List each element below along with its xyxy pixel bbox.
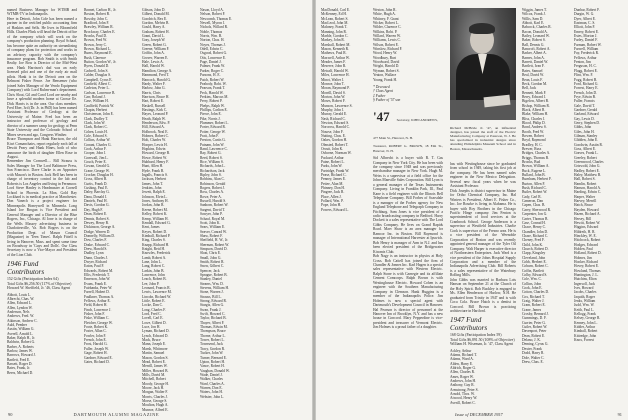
- contributor-list: Nason, Lloyd A. Nelson, Robert F. Newcomb, Thomas E. Newell, Myron J. Nichols, Willard R. Noble, Thomas Norris, Wm. B. Norton, Chas. H. Noyes, Thomas J. Odell, Edwin C. Osgood, Robert G. Otis, Lawrence E. Page, Daniel J. Palmer, Frank W. Parker, Roger C. Parsons, H. E. Patch, Robert W. Peabody, Robt. W. Pearson, Frank T. Peck, Harold W. Perkins, Marcus M. Perry, Robert P. Phelps, Ralph W. Phillips, Carlton E. Pierce, John E. Pike, Norris J. Plummer, Robert L. Porter, Edward R. Potter, George W. Pratt, John F. Preston, Curtis G. Putnam, John W. Rand, Lawrence C. Ray, Robert G. Reed, Robert S. Rice, William S. Richards, John L. Richardson, Jack Ripley, John S. Robbins, Alan C. Robinson, Gerald Rogers, Robert J. Ross, Charles A. Rowe, Peter A. Russell, Harold S. Sanborn, Robert W. Sargent, David T. Sawyer, John P. Schaaf, Royal M. Scott, John K. Sears, William E. Seaver, Conrad W. Shaw, Robert F. Sheffield, H. W., Jr. Sherman, Robert W. Simpson, David D. Sloat, Chris E. Small, John G. Smith, Robert R. Snow, Gilbert C. Spencer, Jack Sprague, Robert B. Stanley, Daniel Stearns, Wm. D. Stevens, William H. Stone, Warren J. Strauss, Bill L. Strong, Edward R. Sturgis, Allen G. Swan, Frank J. Swift, Howard C. Taylor, Richard B. Thayer, Albert F. Thomas, Edwin M. Thompson, Bruce Thorne, Arthur L. Tower, Robert L. Townsend, Jack Tracy, Gordon R. Tucker, John W. Turner, Bernard E. Upton, Robert H. Vance, Robert H. Vaughan, Donald W. Wade, Daniel J. Walker, Charles Ward, Charles A. Warren, Don E. Waters, John H. Webster, John L.: [200, 8, 233, 399]
- right-page-column-2: [373, 8, 443, 412]
- class-header-47: [373, 108, 443, 153]
- photo-caption: Richard McBride Jr. '47, an influential designer, has joined the staff of the Electric Manufacturing Company at Paterson, N. J. He has specialized in industrial designs since attending Philadelphia Museum School and in Boston, Massachusetts.: [450, 125, 516, 151]
- class-notes-text: named Business Manager for WTMB and WTMB-TV in Indianapolis. Here in Detroit, John Cole has been named a partner in the certified public accounting firm of Haskins and Sells. He lives in Bloomfield Hills. Charles Flink will head the Detroit office of the company which will work on the company's production planning. Royal Schaaf, has become quite an authority on streamlining of company plans for protection and works in an advisory capacity with the company's insurance program. Bob Smith is with Smith Realty. Joe Bow is Director of the Mid-West area. Hank Harrison's dad was an early licensed pilot and one of the early air mail pilots. Hank is in the Detroit area on the Belmont Fisher Fence. Joe Bensemer (who joined Sales Manager of the Vendo Equipment Company) with Lord Ruhm-man's department. Chris Sloat, Gil and Carol Lord are nearby and have a splendid modern home at Grosse Ile. Dick Harris is in the area. Our class member, Fred Eber, 3rd (Dr. Jr. in PhD) has been named Assistant Professor of Geology at the University of Maine. Fred has been an instructor and professor of geology and director of a summer camp for geology at Penn State University and the Colorado School of Mines seven and ago, Congress Winther. Bruce Thompson and Hank Harrison, the old Kiwi Comanchairs, report regularly each fall at Dewitt Peary and Hank Hines, both of who announce the birth of daughter Ellen Rose in August. Remember Jim Cornwell.... Bill Strauss is Sales Manager for The Lord Baltimore Press, San Francisco. Dave Clarke is an Appraiser with Mason's in Boston. Jack Bell has been in charge of inventory control in the lab and Roberts is Los Angeles and living in Fernmoor. Lord Steve Hanley is Headmaster at Cornell School in Phoenix. La Mon, Gold Ray Lockhard is in medical practice at Manchester. Don Vanech is a project engineer for Minneapolis Honeywell in Minneola. Long Island Joe Brogan is Vice President and General Manager and a Director of the Blue Rogers, Inc., Chicago. Al Jone is in charge of the Wells Massey advertising business in Charlottesville, Va. Bob Rogers is on the Production Dept. of Mason Council (Magazine) in 'Teen Times'. Ralph Fittell is living in Hanover, Mass. and spent some time on Broadway in 'Guys and Dolls'. Our Class Secretary is now a Vice-Mayor and President of the Lion Club.: [7, 8, 77, 257]
- secretary-line: Secretary, JOHN ANDREWS, 477 Main St., Hanover, N. H.: [373, 118, 438, 141]
- fund-summary: 168 Gifts (Participation Index 59) Total Gifts $6,891.50 (108% of Objective) William H. Wiseman, Jr. '47, Class Agent: [450, 333, 515, 347]
- right-page-column-1: [321, 8, 369, 412]
- contributor-list: Ackley, Arthur Adams, Richard T. Adams, Ward A. Alden, Harry E. Aldrich, Roger G. Allen, Charles R. Ames, Roger W. Andrews, John H. Anthony, Guy R. Armstrong, Peter S. Arnold, Thos. W. Atwood, Henry W. Averill, Robert C.: [450, 348, 479, 405]
- right-page-column-6: [574, 8, 622, 412]
- right-folio-issue: [455, 412, 503, 417]
- contributor-list: Weston, John R. White, Hugh A. Whitney, F. Grant Wicker, Robert L. Wilder, Clarence C. Wilkins, Robt. P. Willard, Warren W. Williams, Lewis C. Wilson, Robert E. Winslow, Richard F. Wood, Henry W. Woodbury, Burt Woodward, David Wright, Harold D. Wyman, Robert S. Yeaton, Wallace Young, Frank H.: [373, 8, 403, 82]
- left-page-column-4: [200, 8, 252, 412]
- section-title: Fund Contributors: [450, 316, 488, 333]
- contributor-list: Dunbar, Robert F. Durgin, W. G. Dyer, Albert E. Eastman, C. S. Elliott, John F. Emery, Robert E. Estes, Morton J. Farley, Daniel F. Farnum, Robert W. Farwell, William Fay, Frederick R. Fellows, Arthur Fenton, Jim Ferguson, H. C. Flagg, Robert E. Flint, Wm. F. Fogg, Robert B. Ford, Richard G. Forrest, Harry E. French, John D. Frye, Edwin B. Fuller, Francis Gale, David T. Gardner, Gerald Garland, Edward Gay, Lewis D. Gerry, Stephen D. Gibbs, John Giles, John H. Gilman, Stanley Glidden, John E. Goodwin, Austin R. Goss, Albert E. Graves, Frank L. Greeley, Robert Greenwood, Charles Griswold, John G. Hadley, Robert E. Haley, Matthew B. Hall, Robert S. Hamlin, Robert Hanson, Harold A. Harding, Edwin C. Harper, Walter Harvey, Merrill Hatch, Bruce Hayden, Howard Hazen, Richard A. Hersey, Bill Hewitt, Robert W. Higgins, Edward Hildreth, H. R. Hinckley, W. E. Hitchcock, Robert Hodges, Edward Holden, Paul Holland, Robert D. Holmes, Jim Hooker, Richard Hovey, Robert E. Howland, Thomas Huntington, J. L. Hutchins, Elton Ingersoll, Jack Ives, Howard Jacobs, Charles Jaquith, Roger Jenks, William Judd, Wm. W. Keith, Paul L. Kellogg, Frank Kelsey, George R. Kenney, John L. Kidder, Arthur Kimball, Robert Kittredge, John Knox, Forrest: [574, 8, 604, 343]
- right-page-column-5: [522, 8, 570, 412]
- magazine-title: DARTMOUTH ALUMNI MAGAZINE: [73, 412, 160, 417]
- portrait-photo: [450, 8, 516, 120]
- contributor-list: Wiggin, James T. Wilcox, Frank J. Willis, Sam D. Abbott, Karl E. Babcock, Charles R. Bacon, Donald A. Bailey, Leonard W. Baker, Robert S. Ball, Dennis G. Bancroft, Robert A. Barker, Albert A. Barnes, John A. Barrett, Daniel W. Bartlett, Ivan F. Bates, Samuel Beal, David W. Bean, Louis F. Beck, Gordon M. Bell, Jack Bennett, Mark F. Berry, Edward J. Bigelow, Albert B. Bishop, William R. Black, Albert R. Blake, William H. Bliss, Charles J. Blood, Philip D. Bond, Andrew S. Booth, Fred W. Bowen, Robert Boyd, Raymond Bradley, H. C. Brewer, Russ Bridges, Charles A. Briggs, Thomas B. Brooks, Bud Brown, William A. Buck, Eugene L. Bullard, John B. Burnham, Herbert F. Burton, Allen F. Bush, Richard C. Butler, Robert W. Cady, Carl R. Cameron, Dan Capen, Chas. B. Carey, Sherwood R. Carpenter, Jon G. Carter, Thomas B. Case, Conrad H. Chace, Henry C. Chandler, John D. Chase, Richard C. Cheney, Fred F. Child, John K. Church, Robert D. Clapp, Kingsley Cleveland, John Cobb, Herbert E. Coburn, Robert C. Coffin, Bartlett Colby, Edward S. Cole, Wm. C. Collins, John Cook, John E. Cotton, Charles D. Cox, Richard T. Craig, Walter J. Cram, Robert E. Crane, James Crosby, Bernard J. Cummings, D. F. Currier, Peter G. Cutler, Robert W. Davenport, Peter Dean, Robert E. Delano, J. K. Deming, Cyrus G. Dexter, Frank Dodd, Harry R. Dole, Walter C. Drew, Chas. E.: [522, 8, 552, 364]
- class-year-badge: '47: [373, 109, 390, 125]
- contributor-list: Abbott, Louis L. Albrecht, Chas. W. Allen, Edward L. Allen, Lyndon W. Anderson, Nels Andrews, Fred. W. Atkinson, Andrew C. Auld, Pember Austin, William G. Averell, Arnold L. Baker, Ralph H., Jr. Baldwin, Robert G. Barber, A. Roberts Barlow, James W. Barrows, Howard J. Bartlett, Fred E. Bassett, Roger D. Bates, Frank, Jr. Beers, Michael D.: [7, 292, 38, 375]
- contributor-list: MacDonald, Carl E. McKenney, Ed H. McLean, Robert S. MacLeod, John M. Maloney, Frank T. Manning, John R. Marble, Gordon C. Markey, John R. Marshall, Robert M. Mason, Kenneth R. Mathews, Paul R. Maxwell, Arthur W. Meader, James F. Meserve, John R. Metcalf, Harold W. Miles, Lawrence H. Minot, Walter J. Monroe, John T. Moran, Raymond P. Morrill, David S. Morton, John W. Moses, Robert F. Munson, Lawrence S. Murphy, John J. Murray, Gerald E. Nash, Richard C. Newton, Edward S. Norcross, Harold C. Nourse, John F. Nutting, Chas. E. Oakes, Gordon H. Olmsted, Robert T. Orcutt, John K. Osborne, Norman W. Packard, Arthur Paine, Robert L. Parks, John W. Partridge, Frank W. Pease, Richard C. Penney, James E. Pettee, Alan M. Phinney, Don H. Pingree, Jack R. Place, Allen J. Pollard, Wm. P. Pope, John H. Powers, Edward L.: [321, 8, 353, 212]
- page-number: 91: [617, 412, 622, 417]
- left-page-column-3: [142, 8, 194, 412]
- legend-note: * Deceased † Class Agent ‡ Father § Father of '57 son: [373, 84, 401, 102]
- left-page: [0, 0, 313, 420]
- section-year: 1947: [450, 316, 465, 325]
- class-notes-text: has with Westinghouse since he graduated from school in 1949, taking his first job at the company. He has been named sales engineer in the New Mexico Delegation. Several new fiscal years when he was Assistant Professor. Dick Josephs is district supervisor in Maine for Ortho Chemical Company, Inc. Hal Winters is President, Albert E. Fisher Co., Inc. Joe Rourke is living in Alabama. He is buyer with Roy Brothers in the Chicago Pacific Hinge company. Jim Fenton is superintendent of food services at the Cranbrook School. George Anderson is a supervisor at Westfield Industries. Charlie Cook is supervisor of the Fresno area. He is a vice president of the Weenoble Corporation of Boston and was recently appointed general manager of the Tyler Oil Company. Walt Harper is executive director of Northeastern Enterprises. Jack Ward is a vice president of the Johns Hospital Supply Corporation and a member of the Indianapolis Advertising Club. Bill Roberts is a sales representative of the Waterbury Rolling Mills. John Gibbs was married to Barbara Lois Hanson on September 21 at the Church of the Holy Spirit. Bob Buckley is engaged to Ms. Ellen Henderson of Harlow, N.H. He graduated from Trinity in 1947 and is with Coca Cola. Bruce Hatch is a dentist in Concord. Bill Brown is practicing architecture in Hartford.: [450, 162, 516, 313]
- treasurer-line: Treasurer, ROBERT G. BROWN, 18 Elm St., Hanover, N. H.: [373, 144, 443, 153]
- issue-date: Issue of DECEMBER 1957: [455, 412, 503, 417]
- contributor-list: Bonnet, Carlton H., Jr. Boston, Robert B. Bowdry, John C. Bradford, John F. Brawley, William R. Brockway, Charles E. Brooks, Paul D. Brown, Fred W. Brown, Jerry C. Brown, Richard L. Burns, Raymond E. Bush, Clarence Button, Gordon W., Jr. Byers, Donald D. Cadwell, John S. Calder, Douglas S. Campbell, Cyrus E. Canfield, Albert C. Carleton, Peter L. Carlson, Lawrence B. Carr, Roland J. Case, William H. Caulfield, Patrick W. Chapin, Herbert Christenson, John E. Clark, Dudley T. Clark, John W. Clark, Robert C. Cohen, Louis H. Cole, Edward S. Collins, Arthur W. Conant, Charles G. Cook, Arthur F. Cooper, John J. Cornwall, Jim L. Couch, Peter E. Cowan, Gerald G. Crane, George W. Crocker, Douglas H. Cross, Albert B. Curtis, Frank D. Cushing, Paul E. Daley, Barclay G. Dana, Donald J. Daniels, Paul H. Davis, Gordon G. Day, Hugh F. Dean, Robert E. Dennis, Robert S. Dewey, Henry B. Dickinson, George A. Dodge, Warren D. Donnelly, William D. Dow, Charles F. Drake, Edward C. Drew, Harold S. Dudley, Lynn Dunn, Charles J. Dwyer, Richard Eaton, Paul F. Edwards, Robert M. Ellis, Frederick T. Emerson, John W. Evans, Frank E. Fairbanks, Peter W. Farrell, Hubert D. Faulkner, Thomas A. Fellows, Arthur E. Field, Robert H. Finch, Lawrence J. Fisher, John F. Fiske, William C. Fletcher, George W. Foote, Robert K. Foster, Allan C. Fowler, John F. French, John E. Frost, Harold G. Fuller, Joseph W. Gage, Robert H. Gardner, Edward E. Gates, Richard D.: [84, 8, 117, 364]
- right-page-column-3-lower: [450, 162, 516, 412]
- right-page: [315, 0, 628, 420]
- contributor-list: Gibson, John D. Gilbert, Donald M. Goodrich, Rex E. Gordon, Melvin B. Gould, Harry A. Graham, Robert H. Grant, David L. Gray, Joseph W. Green, Robert G. Greene, William F. Griffin, John A. Grover, Warren E. Hale, Lewis A. Hall, Harold W. Hamilton, George A. Hammond, Fred T. Hancock, Harold G. Hardy, Walter F. Harlow, John G. Harris, Chris Harrison, Bruce H. Hart, Robert E. Haskell, Russell Hastings, Kirk C. Hayes, Leonard P. Heath, Ralph W. Henderson, Edw. P. Hill, Edward A. Holbrook, Neal E. Holmes, Robert C. Holt, Charles W. Hooper, Lewis H. Hopkins, Edwin Howard, George B. Howe, Robert W. Hubbard, Henry F. Hunt, Allen H. Hyde, Frank B. Ingalls, Francis S. Jackson, Herbert James, John T. Jenkins, John Jewett, Ralph E. Johnson, Elvin L. Jones, Anthony H. Jordan, John R. Keene, Robert M. Kelley, Robert K. Kemp, William H. Kendall, Edward G. Kent, James Keyes, Robert D. Kimball, Richard P. King, Charles S. Knapp, Richard H. Knight, Reid H. Knowles, Frederick Lamb, Robert A. Lane, John L. Lang, Robert C. Larkin, John B. Lawrence, John Leach, Robert B. Lee, John P. Leonard, Francis R. Lewis, Lawrence M. Lincoln, Richard W. Little, Robert E. Locke, Dan C. Long, Charles F. Lord, Fred C. Lovell, Carl E. Lowe, Gilbert D. Luce, Jon H. Lyman, Richard D. Lynch, Edward D. Mack, Bruce Mann, Joseph E. Marsh, Whitmore Martin, Samuel Mason, Gordon S. Mead, Robert E. Merrill, James W. Miller, Howard B. Mills, David M. Mitchell, Robert Moody, George H. Moore, Jack H. Morgan, Walter F. Morris, Charles J. Morse, George S. Moulton, Hugh A. Munroe, Alfred E.: [142, 8, 173, 412]
- fund-contributors-heading: [7, 260, 77, 276]
- right-folio-number: [618, 412, 622, 417]
- class-notes-text: Sid Albrecht is a buyer with R. T. Gas Company in New York City. He has been with the company since 1948 and was previously merchandise manager in New York. Hugh M. Weiss is a supervisor at a field office for the Johns Manville Sales Corporation. Bill Lyon is a general manager of the Texas Instruments Company. Living in Franklin Park, Ill., Paul Kane is a field engineer with the Illinois Bell Telephone Company. Bill Forbes of Scarsdale is a manager of the Forbes agency for New England Telephone and Telegraph Company in Fitchburg. Sam Jones is vice president of a radio broadcasting company in Bedford. Harry Dockett is a sales representative with The Lord Gibbs Company. He lives on Grand Rapids Road. Marv Shaw is an area manager for Ramcor Inc. in Boston. Bill Raymond is manager of International Harvester at Ipswich. Bob Henry is manager of Arm in N.J. and has been elected president of the Bridgewater Kiwanis Club. Bob Nagy is an instructor in physics at Holy Cross. Bob Cattell has joined the firm of Chandler & Jonnes Inc. Karl Hagen is a special sales representative with Western Electric. Ralph Stone is with Carnegie and its affiliate Cement Comcorps. Ralph Brown is with Westinghouse Electric. Howard Cohen is an engineer with the Southern Manufacturing Company in Clemson. Hank Huggins is a member of the Indianapolis Police. Jim Holmes is now a special agent with Dartmouth's Development Council in Hanover. Hal Pearson is director of personnel at the Hanover Inn of Brooklyn, N.Y. and has a new house in Concord. Mary Pepperdine is vice-president and treasurer of Vermont Electric. Jim Holmes is a proud father of a daughter.: [373, 156, 443, 330]
- page-number: 90: [8, 412, 13, 417]
- portrait-hair: [469, 23, 495, 34]
- left-folio: [8, 412, 159, 417]
- section-year: 1946: [7, 260, 22, 269]
- fund-contributors-heading: [450, 316, 516, 332]
- left-page-column-1: [7, 8, 77, 412]
- left-page-column-2: [84, 8, 136, 412]
- fund-summary: 152 Gifts (Participation Index 64) Total Gifts $6,256.50 (117% of Objective) Howard W. Sheffield, Jr. '46, Class Agent: [7, 277, 72, 291]
- section-title: Fund Contributors: [7, 260, 45, 277]
